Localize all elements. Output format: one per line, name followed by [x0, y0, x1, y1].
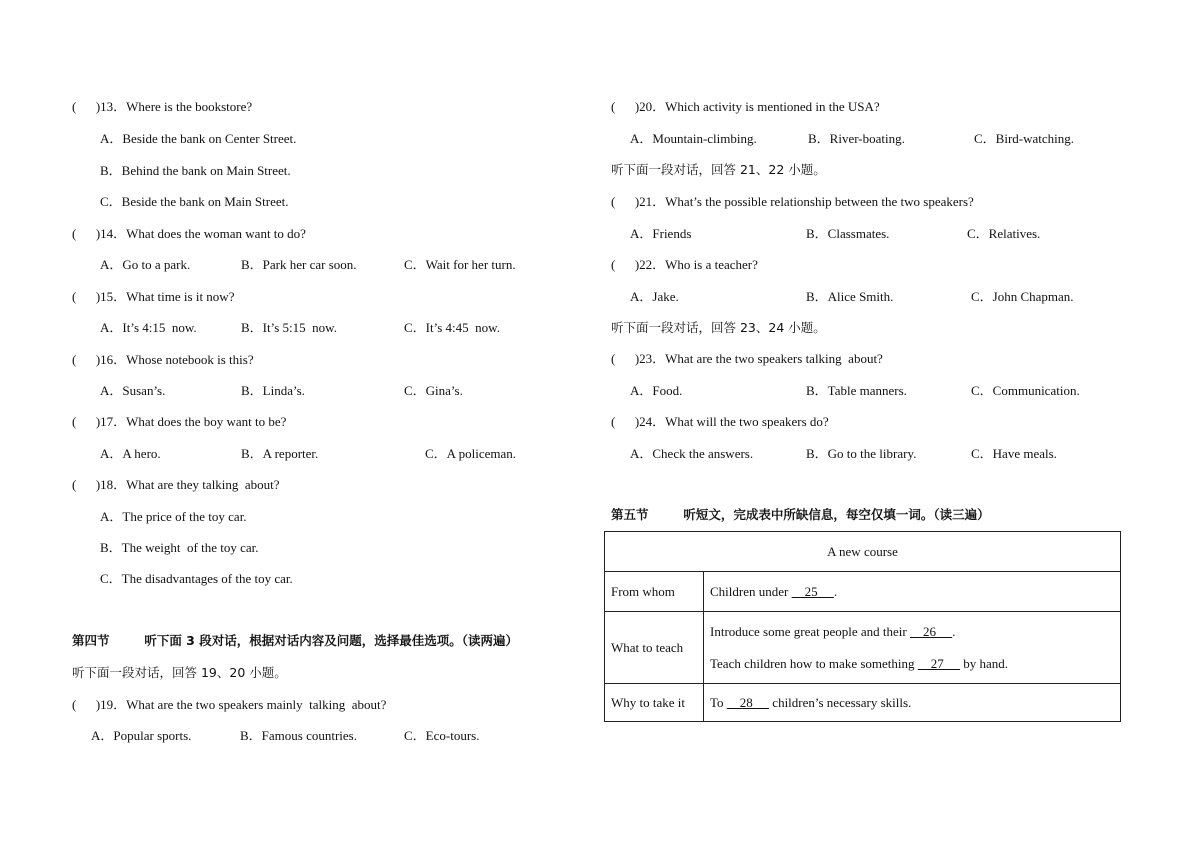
question-17-option-c[interactable]: C．A policeman. — [425, 446, 516, 461]
question-21-option-b[interactable]: B．Classmates. — [806, 226, 890, 241]
question-14-option-a[interactable]: A．Go to a park. — [100, 257, 191, 272]
question-13-stem: ( )13．Where is the bookstore? — [72, 99, 253, 114]
question-16-option-b[interactable]: B．Linda’s. — [241, 383, 305, 398]
table-row — [605, 532, 1121, 572]
question-15-stem: ( )15．What time is it now? — [72, 289, 235, 304]
question-23-option-a[interactable]: A．Food. — [630, 383, 683, 398]
blank-25[interactable]: 25 — [791, 583, 834, 599]
question-14-option-b[interactable]: B．Park her car soon. — [241, 257, 357, 272]
table-title: A new course — [605, 532, 1121, 572]
question-14-stem: ( )14．What does the woman want to do? — [72, 226, 306, 241]
row2a-end: . — [952, 623, 956, 639]
question-19-option-c[interactable]: C．Eco-tours. — [404, 728, 480, 743]
question-18-option-a[interactable]: A．The price of the toy car. — [100, 509, 247, 524]
question-21-option-c[interactable]: C．Relatives. — [967, 226, 1041, 241]
question-15-option-a[interactable]: A．It’s 4:15 now. — [100, 320, 197, 335]
row-label-from-whom: From whom — [605, 572, 704, 612]
row-content-from-whom — [704, 572, 1121, 612]
section-4-heading: 第四节 听下面 3 段对话，根据对话内容及问题，选择最佳选项。（读两遍） — [72, 633, 518, 648]
question-17-stem: ( )17．What does the boy want to be? — [72, 414, 287, 429]
row3-end: children’s necessary skills. — [769, 694, 912, 710]
row-label-why-to-take: Why to take it — [605, 684, 704, 722]
question-18-option-b[interactable]: B．The weight of the toy car. — [100, 540, 259, 555]
section-4-instruction: 听下面一段对话，回答 19、20 小题。 — [72, 665, 287, 680]
question-19-option-b[interactable]: B．Famous countries. — [240, 728, 357, 743]
question-23-stem: ( )23．What are the two speakers talking about? — [611, 351, 883, 366]
question-22-option-a[interactable]: A．Jake. — [630, 289, 679, 304]
question-22-option-c[interactable]: C．John Chapman. — [971, 289, 1074, 304]
question-22-stem: ( )22．Who is a teacher? — [611, 257, 758, 272]
blank-26[interactable]: 26 — [909, 623, 953, 639]
table-row — [605, 684, 1121, 722]
question-24-stem: ( )24．What will the two speakers do? — [611, 414, 829, 429]
question-13-option-b[interactable]: B．Behind the bank on Main Street. — [100, 163, 291, 178]
row2a-line — [710, 616, 1114, 648]
row1-end: . — [833, 583, 838, 599]
question-15-option-c[interactable]: C．It’s 4:45 now. — [404, 320, 500, 335]
question-21-stem: ( )21．What’s the possible relationship between the two speakers? — [611, 194, 974, 209]
question-20-option-c[interactable]: C．Bird-watching. — [974, 131, 1075, 146]
question-15-option-b[interactable]: B．It’s 5:15 now. — [241, 320, 337, 335]
question-22-option-b[interactable]: B．Alice Smith. — [806, 289, 894, 304]
question-20-option-b[interactable]: B．River-boating. — [808, 131, 905, 146]
question-19-stem: ( )19．What are the two speakers mainly talking about? — [72, 697, 387, 712]
row3-text: To — [710, 694, 727, 710]
blank-28[interactable]: 28 — [726, 694, 770, 710]
question-16-option-c[interactable]: C．Gina’s. — [404, 383, 463, 398]
row-content-why-to-take — [704, 684, 1121, 722]
question-13-option-a[interactable]: A．Beside the bank on Center Street. — [100, 131, 297, 146]
instruction-21-22: 听下面一段对话，回答 21、22 小题。 — [611, 162, 826, 177]
question-21-option-a[interactable]: A．Friends — [630, 226, 692, 241]
blank-27[interactable]: 27 — [917, 655, 961, 671]
row2b-text: Teach children how to make something — [710, 655, 918, 671]
row2b-end: by hand. — [960, 655, 1009, 671]
question-14-option-c[interactable]: C．Wait for her turn. — [404, 257, 516, 272]
question-17-option-a[interactable]: A．A hero. — [100, 446, 161, 461]
question-19-option-a[interactable]: A．Popular sports. — [91, 728, 192, 743]
row1-text: Children under — [710, 583, 792, 599]
question-16-option-a[interactable]: A．Susan’s. — [100, 383, 166, 398]
question-17-option-b[interactable]: B．A reporter. — [241, 446, 319, 461]
question-16-stem: ( )16．Whose notebook is this? — [72, 352, 254, 367]
question-24-option-b[interactable]: B．Go to the library. — [806, 446, 917, 461]
table-row — [605, 572, 1121, 612]
row-content-what-to-teach — [704, 612, 1121, 684]
question-24-option-a[interactable]: A．Check the answers. — [630, 446, 754, 461]
question-13-option-c[interactable]: C．Beside the bank on Main Street. — [100, 194, 289, 209]
question-18-stem: ( )18．What are they talking about? — [72, 477, 280, 492]
table-row — [605, 612, 1121, 684]
course-table — [604, 531, 1121, 722]
row-label-what-to-teach: What to teach — [605, 612, 704, 684]
question-23-option-b[interactable]: B．Table manners. — [806, 383, 907, 398]
row2b-line — [710, 648, 1114, 680]
question-24-option-c[interactable]: C．Have meals. — [971, 446, 1057, 461]
question-18-option-c[interactable]: C．The disadvantages of the toy car. — [100, 571, 293, 586]
section-5-heading: 第五节 听短文，完成表中所缺信息，每空仅填一词。（读三遍） — [611, 507, 990, 522]
instruction-23-24: 听下面一段对话，回答 23、24 小题。 — [611, 320, 826, 335]
row2a-text: Introduce some great people and their — [710, 623, 910, 639]
question-20-stem: ( )20．Which activity is mentioned in the USA? — [611, 99, 880, 114]
question-20-option-a[interactable]: A．Mountain-climbing. — [630, 131, 757, 146]
question-23-option-c[interactable]: C．Communication. — [971, 383, 1080, 398]
